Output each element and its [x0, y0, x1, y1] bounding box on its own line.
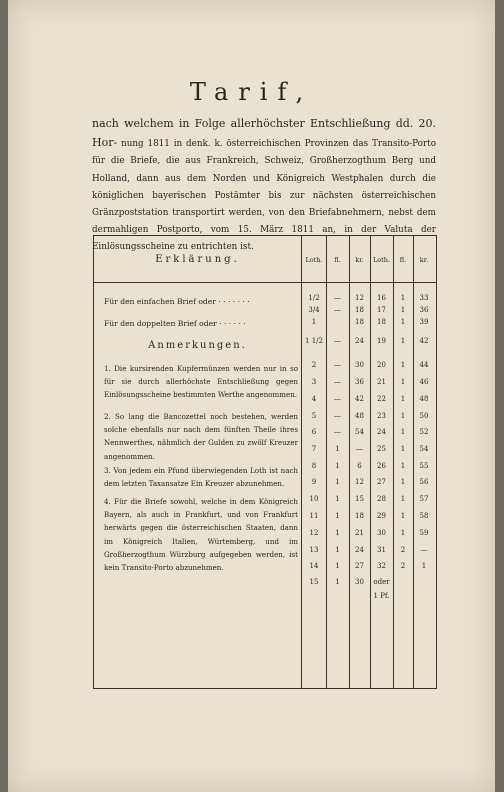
table-cell: 12	[355, 294, 364, 302]
document-page	[8, 0, 495, 792]
table-cell: 50	[419, 412, 429, 420]
table-cell: 33	[419, 294, 429, 302]
table-cell: 1 Pf.	[373, 592, 390, 600]
table-cell: 5	[311, 412, 317, 420]
table-cell: 3/4	[308, 306, 320, 314]
anmerkungen-heading: Anmerkungen.	[148, 340, 247, 351]
table-cell: 1	[400, 337, 406, 345]
table-cell: 1	[335, 478, 340, 486]
row-einfach-label: Für den einfachen Brief oder	[104, 297, 216, 306]
table-cell: oder	[373, 578, 390, 586]
table-cell: 1	[400, 294, 406, 302]
note-4: 4. Für die Briefe sowohl, welche in dem Königreich Bayern, als auch in Frankfurt, und von Frankfurt herwärts gegen die österreichischen Staaten, dann im Königreich Italien, Würtemberg, und im Großherzogthum Würzburg aufgegeben werden, ist kein Transito-Porto abzunehmen.	[104, 497, 298, 573]
table-cell: 18	[377, 318, 386, 326]
table-cell: 18	[355, 306, 364, 314]
table-cell: 54	[419, 445, 429, 453]
page-title: Tarif,	[189, 78, 314, 106]
header-col-fl: fl.	[334, 256, 341, 264]
table-cell: 21	[377, 378, 386, 386]
table-cell: 25	[377, 445, 386, 453]
table-cell: 18	[355, 318, 364, 326]
table-cell: 48	[419, 395, 429, 403]
header-col-loth-2: Loth.	[372, 256, 391, 264]
table-cell: 1	[400, 361, 406, 369]
table-cell: 57	[419, 495, 429, 503]
table-cell: 1	[400, 378, 406, 386]
table-cell: 55	[419, 462, 429, 470]
table-cell: 18	[355, 512, 364, 520]
table-cell: 1	[421, 562, 427, 570]
table-cell: 1	[400, 478, 406, 486]
table-cell: 15	[309, 578, 319, 586]
note-2: 2. So lang die Bancozettel noch bestehen, werden solche ebenfalls nur nach dem fünften Theile ihres Nennwerthes, nähmlich der Gulden zu zwölf Kreuzer angenommen.	[104, 412, 298, 461]
header-col-loth: Loth.	[305, 256, 323, 264]
table-cell: 1	[335, 445, 340, 453]
table-cell: 36	[419, 306, 429, 314]
table-cell: 1	[400, 428, 406, 436]
table-cell: 6	[311, 428, 317, 436]
table-cell: 9	[311, 478, 317, 486]
header-col-kr: kr.	[355, 256, 364, 264]
table-cell: 1	[400, 318, 406, 326]
table-cell: —	[356, 445, 363, 453]
table-cell: 28	[377, 495, 386, 503]
table-cell: 1	[335, 578, 340, 586]
header-col-kr-2: kr.	[419, 256, 429, 264]
table-cell: 44	[419, 361, 429, 369]
table-cell: 52	[419, 428, 429, 436]
table-cell: —	[334, 412, 341, 420]
table-cell: 16	[377, 294, 386, 302]
row-einfach	[104, 294, 296, 310]
header-erklaerung: Erklärung.	[155, 254, 240, 265]
leader-dots: · · · · · ·	[219, 319, 246, 328]
table-cell: 46	[419, 378, 429, 386]
table-cell: 27	[355, 562, 364, 570]
table-cell: 56	[419, 478, 429, 486]
table-cell: 1	[335, 495, 340, 503]
table-cell: 7	[311, 445, 317, 453]
table-cell: 27	[377, 478, 386, 486]
table-cell: 22	[377, 395, 386, 403]
table-cell: 6	[357, 462, 362, 470]
table-cell: —	[334, 306, 341, 314]
table-cell: 1 1/2	[305, 337, 323, 345]
table-cell: 48	[355, 412, 364, 420]
table-cell: 2	[311, 361, 317, 369]
table-cell: 1	[400, 529, 406, 537]
tariff-table	[93, 235, 437, 689]
table-cell: 36	[355, 378, 364, 386]
table-cell: 1	[400, 512, 406, 520]
table-cell: —	[420, 546, 428, 554]
table-cell: 30	[355, 578, 364, 586]
table-cell: 4	[311, 395, 317, 403]
table-cell: 42	[419, 337, 429, 345]
table-cell: 1	[400, 306, 406, 314]
table-cell: —	[334, 294, 341, 302]
table-cell: 26	[377, 462, 386, 470]
intro-line-1: nach welchem in Folge allerhöchster Entschließung dd. 20. Hor-	[92, 117, 436, 150]
table-cell: 24	[355, 546, 364, 554]
table-cell: 13	[309, 546, 319, 554]
table-cell: 30	[377, 529, 386, 537]
table-cell: 24	[377, 428, 386, 436]
table-cell: 11	[309, 512, 319, 520]
table-cell: 54	[355, 428, 364, 436]
table-cell: 24	[355, 337, 364, 345]
table-cell: 1	[335, 512, 340, 520]
note-1: 1. Die kursirenden Kupfermünzen werden nur in so für sie durch allerhöchste Entschließung gegen Einlösungsscheine bestimmten Werthe angenommen.	[104, 364, 298, 400]
table-cell: 1/2	[308, 294, 320, 302]
row-doppelt-label: Für den doppelten Brief oder	[104, 319, 217, 328]
table-cell: 39	[419, 318, 429, 326]
table-cell: —	[334, 337, 341, 345]
table-cell: 15	[355, 495, 364, 503]
table-cell: 12	[309, 529, 319, 537]
table-cell: 58	[419, 512, 429, 520]
table-cell: —	[334, 361, 341, 369]
table-cell: 29	[377, 512, 386, 520]
table-cell: 12	[355, 478, 364, 486]
table-cell: 8	[311, 462, 317, 470]
row-doppelt	[104, 316, 296, 332]
table-cell: 1	[335, 529, 340, 537]
table-cell: —	[334, 378, 341, 386]
table-cell: 1	[400, 395, 406, 403]
table-cell: 3	[311, 378, 317, 386]
table-cell: 14	[309, 562, 319, 570]
table-cell: 59	[419, 529, 429, 537]
table-cell: 1	[335, 462, 340, 470]
leader-dots: · · · · · · ·	[218, 297, 250, 306]
table-cell: 32	[377, 562, 386, 570]
table-cell: 23	[377, 412, 386, 420]
table-cell: —	[334, 395, 341, 403]
intro-rest: nung 1811 in denk. k. österreichischen Provinzen das Transito-Porto für die Briefe, die aus Frankreich, Schweiz, Großherzogthum Berg und Holland, dann aus dem Norden und Königreich Westphalen durch die königlichen bayerischen Postämter bis zur nächsten österreichischen Gränzpoststation transportirt werden, von den Briefabnehmern, nebst dem dermahligen Postporto, vom 15. März 1811 an, in der Valuta der Einlösungsscheine zu entrichten ist.	[92, 139, 437, 253]
table-cell: 1	[400, 412, 406, 420]
table-cell: 1	[311, 318, 317, 326]
table-cell: 1	[400, 462, 406, 470]
table-cell: 17	[377, 306, 386, 314]
table-cell: 19	[377, 337, 386, 345]
table-cell: 1	[335, 546, 340, 554]
table-cell: 1	[400, 445, 406, 453]
table-cell: 31	[377, 546, 386, 554]
note-3: 3. Von jedem ein Pfund überwiegenden Loth ist nach dem letzten Taxansatze Ein Kreuzer abzunehmen.	[104, 466, 298, 489]
table-cell: —	[334, 428, 341, 436]
table-cell: 30	[355, 361, 364, 369]
table-cell: 42	[355, 395, 364, 403]
table-cell: 2	[400, 562, 406, 570]
table-cell: 20	[377, 361, 386, 369]
table-cell: 1	[335, 562, 340, 570]
table-cell: 21	[355, 529, 364, 537]
header-col-fl-2: fl.	[399, 256, 407, 264]
table-cell: 10	[309, 495, 319, 503]
table-cell: 2	[400, 546, 406, 554]
table-cell: 1	[400, 495, 406, 503]
